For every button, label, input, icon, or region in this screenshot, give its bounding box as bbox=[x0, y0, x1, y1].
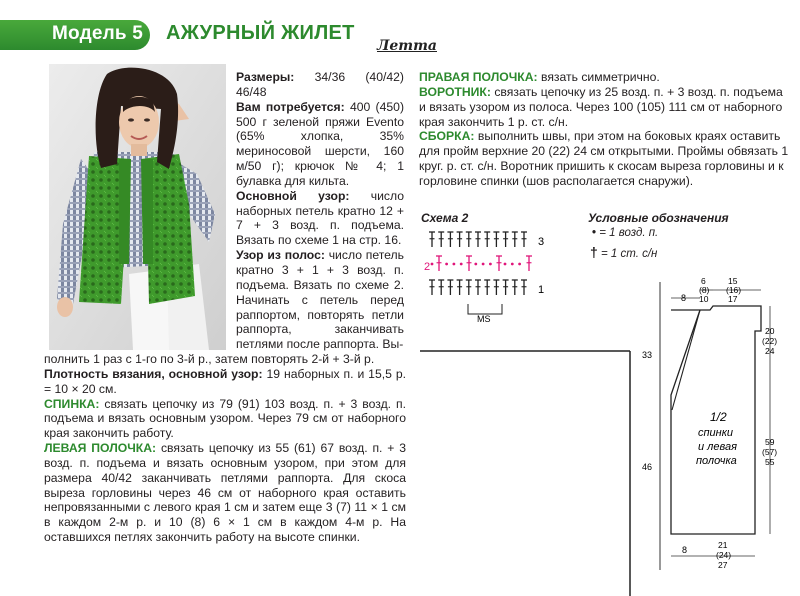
stripe-label: Узор из полос: bbox=[236, 248, 325, 263]
model-photo bbox=[49, 64, 226, 350]
density-label: Плотность вязания, основной узор: bbox=[44, 366, 263, 381]
shoulder-width-a: 15 bbox=[728, 276, 738, 286]
density-value: 19 наборных п. и 15,5 р. = 10 × 20 см. bbox=[44, 366, 406, 396]
materials-value: 400 (450) 500 г зеленой пряжи Evento (65% хлопка, 35% мериносовой шерсти, 160 м/50 г); крючок № 4; 1 булавка для кильта. bbox=[236, 99, 405, 188]
intro-text bbox=[236, 70, 404, 352]
neck-width-a: 6 bbox=[701, 276, 706, 286]
chain-symbol bbox=[518, 263, 521, 266]
collar-label: ВОРОТНИК: bbox=[419, 84, 491, 99]
bottom-left-width: 8 bbox=[682, 545, 688, 555]
neck-slope bbox=[672, 310, 700, 410]
materials-label: Вам потребуется: bbox=[236, 99, 345, 114]
piece-name-1: спинки bbox=[698, 427, 734, 439]
left-front-label: ЛЕВАЯ ПОЛОЧКА: bbox=[44, 441, 157, 456]
model-photo-icon bbox=[49, 64, 226, 350]
chain-stitch-icon: • bbox=[592, 227, 597, 239]
armhole-b: (22) bbox=[762, 336, 778, 346]
assembly-value: выполнить швы, при этом на боковых краях оставить для пройм верхние 20 (22) 24 см открытыми. Проймы обвязать 1 круг. р. ст. с/н. Воротник пришить к скосам выреза горловины и к горловине спинки (шов располагается снаружи). bbox=[419, 129, 789, 188]
scheme-title: Схема 2 bbox=[421, 211, 469, 225]
armhole-a: 20 bbox=[765, 326, 775, 336]
density-paragraph bbox=[44, 367, 406, 397]
top-left-width: 8 bbox=[681, 293, 687, 303]
side-height-a: 59 bbox=[765, 437, 775, 447]
piece-name-2: и левая bbox=[698, 441, 737, 453]
chain-symbol bbox=[445, 263, 448, 266]
main-pattern-label: Основной узор: bbox=[236, 188, 350, 203]
stripe-continuation: полнить 1 раз с 1-го по 3-й р., затем повторять 2-й + 3-й р. bbox=[44, 352, 375, 366]
sizes-paragraph bbox=[236, 70, 404, 100]
chain-symbol bbox=[431, 263, 434, 266]
stripe-value: число петель кратно 3 + 1 + 3 возд. п. подъема. Вязать по схеме 2. Начинать с петель перед раппортом, повторять петли раппорта, заканчивать петлями после раппорта. Вы- bbox=[236, 248, 405, 352]
neck-width-b: (8) bbox=[699, 285, 710, 295]
shoulder-width-c: 17 bbox=[728, 294, 738, 304]
collar-paragraph bbox=[419, 85, 789, 130]
piece-name-3: полочка bbox=[696, 455, 737, 467]
materials-paragraph bbox=[236, 100, 404, 189]
model-label: Модель 5 bbox=[52, 23, 144, 44]
row-label-3: 3 bbox=[538, 236, 545, 248]
chart-row-2 bbox=[431, 256, 532, 271]
chain-symbol bbox=[511, 263, 514, 266]
right-front-value: вязать симметрично. bbox=[540, 70, 660, 84]
instructions-left bbox=[44, 352, 406, 545]
model-number-badge bbox=[0, 20, 150, 50]
back-value: связать цепочку из 79 (91) 103 возд. п. + 3 возд. п. подъема и вязать основным узором. Через 79 см от наборного края закончить работу. bbox=[44, 396, 407, 441]
lower-height: 46 bbox=[642, 462, 653, 472]
shoulder-width-b: (16) bbox=[726, 285, 742, 295]
bottom-width-c: 27 bbox=[718, 560, 728, 570]
blank-panel bbox=[410, 358, 628, 596]
chain-symbol bbox=[453, 263, 456, 266]
bottom-width-b: (24) bbox=[716, 550, 732, 560]
left-front-value: связать цепочку из 55 (61) 67 возд. п. + 3 возд. п. подъема и вязать основным узором, при этом для размера 40/42 заканчивать петлями раппорта. Для скоса выреза горловины через 46 см от наборного края оставить непровязанными с левого края 1 см и затем еще 3 (7) 11 × 1 см в каждом 2-м р. и 10 (8) 6 × 1 см в каждом 4-м р. На оставшихся петлях закончить работу на высоте спинки. bbox=[44, 441, 407, 545]
side-height-c: 55 bbox=[765, 457, 775, 467]
legend-chain bbox=[592, 227, 658, 239]
row-label-2: 2 bbox=[424, 261, 431, 273]
back-paragraph bbox=[44, 397, 406, 442]
armhole-c: 24 bbox=[765, 346, 775, 356]
legend-dc bbox=[590, 244, 657, 260]
sizes-value: 34/36 (40/42) 46/48 bbox=[236, 70, 404, 99]
stripe-paragraph bbox=[236, 248, 404, 352]
bottom-width-a: 21 bbox=[718, 540, 728, 550]
page-title: АЖУРНЫЙ ЖИЛЕТ bbox=[166, 22, 355, 44]
neck-width-c: 10 bbox=[699, 294, 709, 304]
back-label: СПИНКА: bbox=[44, 396, 100, 411]
right-front-paragraph bbox=[419, 70, 789, 85]
side-height-b: (57) bbox=[762, 447, 778, 457]
main-pattern-paragraph bbox=[236, 189, 404, 248]
instructions-right bbox=[419, 70, 789, 189]
chain-symbol bbox=[504, 263, 507, 266]
right-front-label: ПРАВАЯ ПОЛОЧКА: bbox=[419, 70, 538, 84]
chart-row-3 bbox=[429, 232, 527, 247]
legend-chain-text: = 1 возд. п. bbox=[599, 227, 659, 239]
neck-height: 33 bbox=[642, 350, 653, 360]
row-label-1: 1 bbox=[538, 284, 545, 296]
legend-title: Условные обозначения bbox=[588, 211, 729, 225]
chain-symbol bbox=[489, 263, 492, 266]
chain-symbol bbox=[474, 263, 477, 266]
legend-dc-text: = 1 ст. с/н bbox=[601, 248, 658, 260]
piece-fraction: 1/2 bbox=[710, 410, 727, 424]
double-crochet-icon: † bbox=[590, 244, 598, 260]
chain-symbol bbox=[482, 263, 485, 266]
collar-value: связать цепочку из 25 возд. п. + 3 возд. п. подъема и вязать узором из полоса. Через 100 (105) 111 см от наборного края закончить 1 р. ст. с/н. bbox=[419, 84, 783, 129]
assembly-label: СБОРКА: bbox=[419, 129, 475, 144]
sizes-label: Размеры: bbox=[236, 70, 295, 84]
main-pattern-value: число наборных петель кратно 12 + 7 + 3 возд. п. подъема. Вязать по схеме 1 на стр. 16. bbox=[236, 188, 405, 248]
chain-symbol bbox=[460, 263, 463, 266]
assembly-paragraph bbox=[419, 129, 789, 188]
left-front-paragraph bbox=[44, 441, 406, 545]
signature: Летта bbox=[377, 38, 437, 54]
ms-label: MS bbox=[477, 314, 491, 324]
